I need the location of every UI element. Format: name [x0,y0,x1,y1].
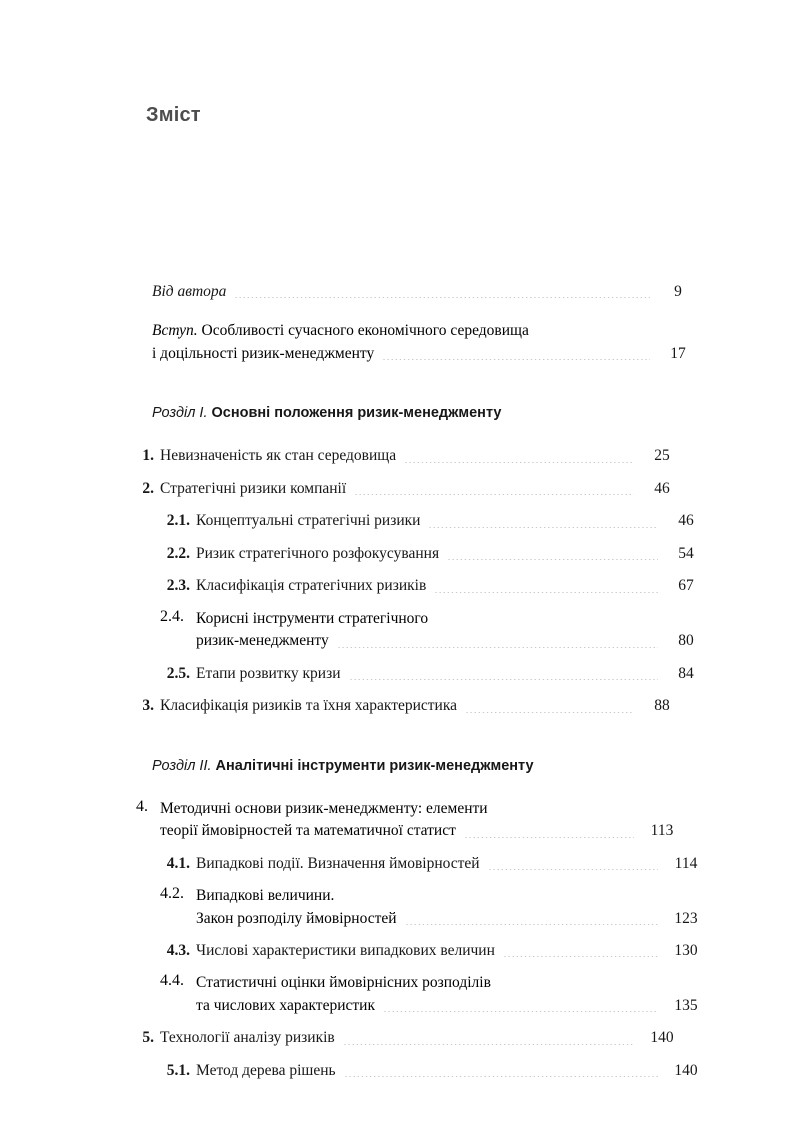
toc-entry-lead: Вступ. [152,322,198,340]
toc-entry-page: 135 [674,996,698,1014]
toc-entry-4-3[interactable] [136,940,708,962]
toc-entry-label-wrap [196,510,664,532]
spacer [136,303,684,320]
toc-entry-number: 5.1. [166,1061,190,1079]
spacer [136,1017,684,1027]
toc-entry-number: 4.1. [166,854,190,872]
toc-entry-line-2 [196,908,708,930]
dot-leader [343,1044,634,1045]
dot-leader [503,956,658,957]
toc-entry-number: 4.3. [166,941,190,959]
toc-entry-title: Концептуальні стратегічні ризики [196,512,421,530]
toc-entry-number: 5. [142,1029,154,1047]
toc-part-heading-1 [136,405,684,421]
dot-leader [234,297,650,298]
toc-entry-number: 2. [142,479,154,497]
toc-entry-title: Ризик стратегічного розфокусування [196,544,440,562]
toc-entry-title: Етапи розвитку кризи [196,664,341,682]
toc-entry-3[interactable] [136,695,684,717]
spacer [136,598,684,608]
toc-entry-4-1[interactable] [136,853,708,875]
toc-part-title: Аналітичні інструменти ризик-менеджменту [215,757,534,774]
toc-entry-title: Класифікація стратегічних ризиків [196,577,427,595]
spacer [136,875,684,885]
toc-entry-lines [196,608,708,653]
toc-entry-number: 1. [142,447,154,465]
toc-entry-title-cont: ризик-менеджменту [196,632,329,650]
toc-entry-label-wrap [196,940,664,962]
toc-entry-page: 84 [678,664,694,682]
spacer [136,1050,684,1060]
toc-entry-number: 3. [142,697,154,715]
toc-entry-page: 140 [674,1061,698,1079]
spacer [136,962,684,972]
dot-leader [428,527,658,528]
toc-part-label: Розділ I. [152,405,208,422]
toc-entry-label-wrap [196,663,664,685]
dot-leader [465,712,634,713]
spacer [136,468,684,478]
toc-part-heading-2 [136,758,684,774]
toc-entry-5-1[interactable] [136,1060,708,1082]
toc-entry-page: 25 [654,447,670,465]
toc-entry-label-wrap [196,853,664,875]
toc-entry-title-cont: і доцільності ризик-менеджменту [152,344,375,362]
toc-entry-page: 123 [674,909,698,927]
toc-entry-number: 4. [136,797,148,815]
spacer [136,685,684,695]
toc-entry-front-intro[interactable] [136,320,700,365]
toc-entry-page: 54 [678,544,694,562]
toc-entry-page: 46 [654,479,670,497]
spacer [136,774,684,798]
toc-entry-line-2 [196,995,708,1017]
toc-part-label: Розділ II. [152,757,212,774]
spacer [136,565,684,575]
toc-entry-label-wrap [196,1060,664,1082]
toc-entry-line-1: Статистичні оцінки ймовірнісних розподілів [196,974,491,992]
toc-entry-page: 140 [650,1029,674,1047]
toc-entry-lines [196,885,708,930]
toc-entry-line-1 [152,320,700,342]
page-title: Зміст [146,104,201,126]
toc-entry-2-1[interactable] [136,510,708,532]
toc-entry-page: 113 [650,822,674,840]
spacer [136,533,684,543]
toc-entry-number: 2.4. [160,607,184,625]
toc-entry-title: Стратегічні ризики компанії [160,479,347,497]
toc-entry-label-wrap [160,478,640,500]
toc-entry-number: 2.1. [166,512,190,530]
toc-list [136,281,698,1082]
toc-entry-4-4[interactable] [136,972,708,1017]
toc-entry-lines [160,798,684,843]
toc-entry-line-1: Методичні основи ризик-менеджменту: елементи [160,799,488,817]
toc-entry-4[interactable] [136,798,684,843]
toc-entry-lead: Від автора [152,283,227,300]
toc-entry-page: 88 [654,697,670,715]
spacer [136,930,684,940]
spacer [136,718,684,758]
toc-entry-title: Числові характеристики випадкових величин [196,941,495,959]
dot-leader [488,869,658,870]
toc-entry-2-2[interactable] [136,543,708,565]
toc-entry-label-wrap [160,1027,640,1049]
toc-entry-2-3[interactable] [136,575,708,597]
dot-leader [344,1076,658,1077]
spacer [136,421,684,445]
toc-entry-label-wrap [160,695,640,717]
toc-entry-page: 80 [678,632,694,650]
toc-entry-number: 4.4. [160,972,184,990]
toc-entry-page: 114 [674,854,698,872]
toc-entry-line-2 [196,630,708,652]
toc-entry-2-5[interactable] [136,663,708,685]
toc-entry-page: 130 [674,941,698,959]
toc-entry-line-1: Випадкові величини. [196,887,335,905]
toc-entry-title: Випадкові події. Визначення ймовірностей [196,854,480,872]
toc-entry-title-cont: теорії ймовірностей та математичної статист [160,822,456,840]
toc-entry-title: Невизначеність як стан середовища [160,447,397,465]
toc-entry-label-wrap [152,281,656,303]
spacer [136,843,684,853]
dot-leader [354,494,634,495]
spacer [136,365,684,405]
toc-entry-4-2[interactable] [136,885,708,930]
toc-entry-title-cont: та числових характеристик [196,996,375,1014]
toc-entry-page: 17 [670,344,686,362]
toc-part-title: Основні положення ризик-менеджменту [211,405,502,422]
toc-entry-title: Особливості сучасного економічного середовища [197,322,529,340]
toc-entry-lines [152,320,700,365]
dot-leader [434,592,658,593]
toc-entry-label-wrap [160,445,640,467]
dot-leader [337,647,658,648]
dot-leader [464,837,634,838]
toc-entry-page: 46 [678,512,694,530]
toc-entry-line-1: Корисні інструменти стратегічного [196,609,429,627]
toc-entry-title: Метод дерева рішень [196,1061,336,1079]
toc-entry-title: Класифікація ризиків та їхня характеристика [160,697,458,715]
dot-leader [383,1011,658,1012]
toc-entry-number: 2.3. [166,577,190,595]
toc-entry-label-wrap [196,575,664,597]
spacer [136,500,684,510]
toc-entry-5[interactable] [136,1027,684,1049]
dot-leader [382,359,650,360]
toc-entry-page: 9 [674,283,682,300]
toc-entry-title: Технології аналізу ризиків [160,1029,335,1047]
toc-entry-number: 2.5. [166,664,190,682]
toc-entry-number: 2.2. [166,544,190,562]
toc-entry-2-4[interactable] [136,608,708,653]
toc-entry-label-wrap [196,543,664,565]
toc-entry-1[interactable] [136,445,684,467]
dot-leader [405,924,658,925]
toc-entry-lines [196,972,708,1017]
toc-entry-2[interactable] [136,478,684,500]
toc-entry-line-2 [152,343,700,365]
dot-leader [349,679,658,680]
toc-entry-front-author[interactable] [136,281,700,303]
toc-entry-number: 4.2. [160,885,184,903]
toc-entry-line-2 [160,820,684,842]
dot-leader [447,559,658,560]
toc-entry-title-cont: Закон розподілу ймовірностей [196,909,397,927]
spacer [136,653,684,663]
toc-entry-page: 67 [678,577,694,595]
dot-leader [404,462,634,463]
toc-entry-title [152,281,226,303]
